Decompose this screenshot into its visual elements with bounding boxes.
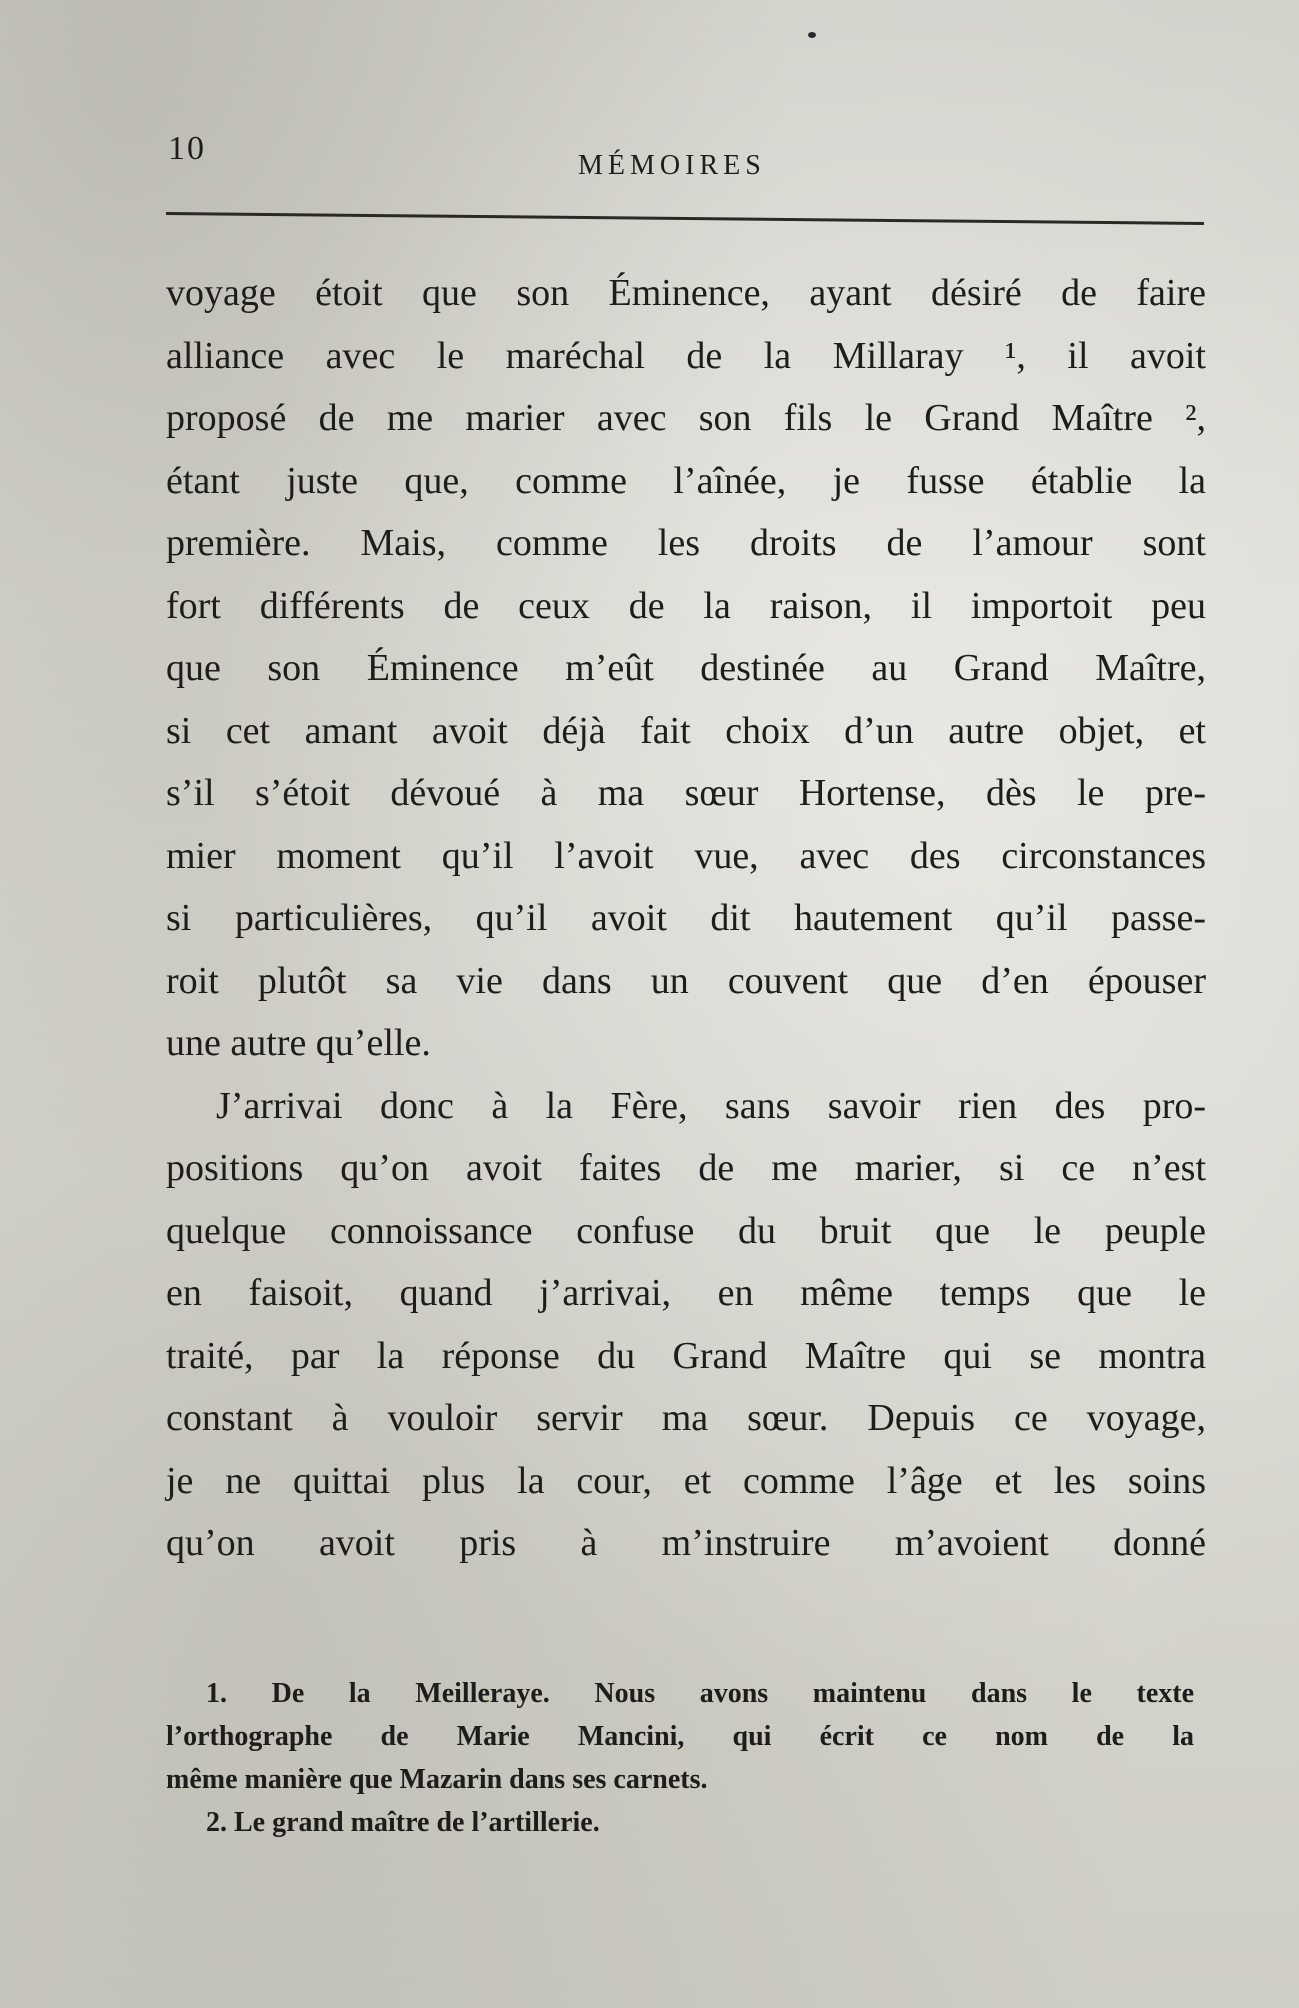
text-line: voyage étoit que son Éminence, ayant désiré de faire [166,272,1206,314]
text-line: si particulières, qu’il avoit dit hautement qu’il passe- [166,897,1206,939]
text-line: que son Éminence m’eût destinée au Grand Maître, [166,647,1206,689]
text-line: en faisoit, quand j’arrivai, en même temps que le [166,1272,1206,1314]
footnote-line: même manière que Mazarin dans ses carnets. [166,1764,708,1795]
text-line: étant juste que, comme l’aînée, je fusse établie la [166,459,1206,502]
text-line: s’il s’étoit dévoué à ma sœur Hortense, dès le pre- [166,772,1206,814]
text-line: positions qu’on avoit faites de me marier, si ce n’est [166,1147,1206,1189]
text-line: roit plutôt sa vie dans un couvent que d’en épouser [166,959,1206,1002]
text-line: constant à vouloir servir ma sœur. Depuis ce voyage, [166,1397,1206,1439]
text-line: fort différents de ceux de la raison, il importoit peu [166,584,1206,627]
text-line: je ne quittai plus la cour, et comme l’âge et les soins [166,1459,1206,1502]
running-title: MÉMOIRES [578,150,766,181]
text-line: mier moment qu’il l’avoit vue, avec des circonstances [166,834,1206,877]
footnote-line: 2. Le grand maître de l’artillerie. [206,1807,600,1838]
footnote-line: l’orthographe de Marie Mancini, qui écrit ce nom de la [166,1721,1194,1752]
text-line: traité, par la réponse du Grand Maître qui se montra [166,1334,1206,1377]
text-line: qu’on avoit pris à m’instruire m’avoient donné [166,1522,1206,1564]
page-number: 10 [168,130,206,167]
text-line: alliance avec le maréchal de la Millaray ¹, il avoit [166,334,1206,377]
footnotes [166,1672,1194,1844]
text-line: une autre qu’elle. [166,1022,431,1064]
text-line: quelque connoissance confuse du bruit que le peuple [166,1209,1206,1252]
ink-speck [808,32,816,38]
text-line: J’arrivai donc à la Fère, sans savoir rien des pro- [216,1084,1206,1127]
footnote-line: 1. De la Meilleraye. Nous avons maintenu dans le texte [206,1678,1194,1709]
body-text [166,262,1206,1575]
header-rule [166,212,1204,225]
text-line: si cet amant avoit déjà fait choix d’un autre objet, et [166,709,1206,752]
text-line: proposé de me marier avec son fils le Grand Maître ², [166,397,1206,439]
text-line: première. Mais, comme les droits de l’amour sont [166,522,1206,564]
